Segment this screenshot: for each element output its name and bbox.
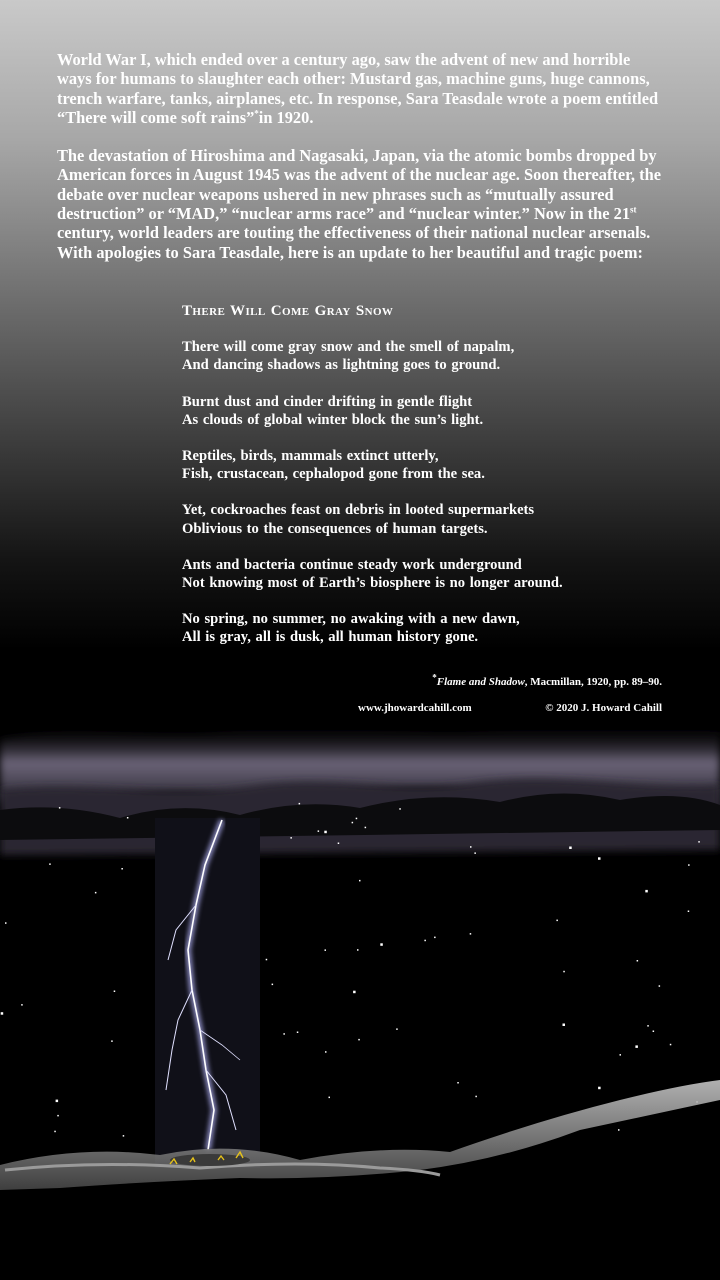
star [399, 808, 401, 810]
star [21, 1004, 23, 1006]
star [380, 943, 383, 946]
star [266, 959, 268, 961]
star [618, 1129, 620, 1131]
lightning-panel [155, 818, 260, 1168]
poem-line: All is gray, all is dusk, all human history gone. [182, 629, 479, 646]
star [283, 1033, 285, 1035]
star [356, 818, 358, 820]
star [95, 892, 97, 894]
star [325, 1051, 327, 1053]
star [688, 864, 690, 866]
poem-line: As clouds of global winter block the sun’s light. [182, 411, 484, 428]
poem-stanza [182, 447, 682, 483]
star [49, 863, 51, 865]
star [670, 1044, 672, 1046]
poem-stanza [182, 556, 682, 592]
star [290, 837, 292, 839]
poem-stanza [182, 610, 682, 646]
star [57, 1115, 59, 1117]
star [114, 991, 116, 993]
star [637, 960, 639, 962]
poem-line: Fish, crustacean, cephalopod gone from the sea. [182, 466, 485, 483]
star [474, 852, 476, 854]
poem-line: Yet, cockroaches feast on debris in looted supermarkets [182, 502, 535, 519]
intro-paragraph-1-end: in 1920. [258, 107, 314, 127]
poem-line: Reptiles, birds, mammals extinct utterly, [182, 448, 439, 465]
copyright-notice: © 2020 J. Howard Cahill [545, 702, 662, 714]
poem-line: Not knowing most of Earth’s biosphere is no longer around. [182, 575, 563, 592]
poem-line: Ants and bacteria continue steady work underground [182, 556, 522, 573]
star [358, 1039, 360, 1041]
intro-paragraph-2-end: century, world leaders are touting the effectiveness of their national nuclear arsenals. With apologies to Sara Teasdale, here is an update to her beautiful and tragic poem: [57, 223, 651, 262]
star [111, 1040, 113, 1042]
intro-text [57, 50, 667, 281]
poem-stanzas [182, 338, 682, 646]
footnote-citation: , Macmillan, 1920, pp. 89–90. [524, 676, 662, 688]
star [59, 807, 61, 809]
poem-line: No spring, no summer, no awaking with a new dawn, [182, 611, 520, 628]
poem-stanza [182, 393, 682, 429]
footnote-marker-ref: * [432, 672, 437, 683]
star [299, 803, 301, 805]
star [598, 1087, 601, 1090]
star [121, 868, 123, 870]
star [470, 846, 472, 848]
star [647, 1025, 649, 1027]
star [329, 1097, 331, 1099]
star [325, 949, 327, 951]
intro-paragraph-2-text: The devastation of Hiroshima and Nagasaki, Japan, via the atomic bombs dropped by American forces in August 1945 was the advent of the nuclear age. Soon thereafter, the debate over nuclear weapons ushered in new phrases such as “mutually assured destruction” or “MAD,” “nuclear arms race” and “nuclear winter.” Now in the 21 [57, 146, 661, 224]
star [475, 1096, 477, 1098]
star [1, 1012, 4, 1015]
star [297, 1032, 299, 1034]
star [563, 971, 565, 973]
star [470, 933, 472, 935]
star [569, 847, 572, 850]
star [5, 922, 7, 924]
intro-paragraph-2 [57, 146, 667, 262]
footnote [432, 672, 662, 688]
star [127, 817, 128, 819]
star [653, 1031, 655, 1033]
star [324, 831, 327, 834]
poem-line: And dancing shadows as lightning goes to ground. [182, 357, 501, 374]
star [318, 830, 320, 832]
storm-illustration [0, 690, 720, 1280]
star [698, 841, 700, 843]
star [352, 822, 354, 824]
star [396, 1028, 398, 1030]
star [56, 1100, 59, 1103]
poem-line: There will come gray snow and the smell of napalm, [182, 339, 515, 356]
storm-clouds [0, 723, 720, 855]
star [424, 940, 426, 942]
star [556, 920, 558, 922]
poem-line: Oblivious to the consequences of human targets. [182, 520, 488, 537]
intro-paragraph-1 [57, 50, 667, 127]
star [598, 857, 601, 860]
star [365, 827, 367, 829]
footnote-marker: * [254, 108, 259, 119]
star [353, 991, 356, 994]
footnote-book-title: Flame and Shadow [436, 676, 525, 688]
star [272, 984, 274, 986]
ground-smoke [0, 1080, 720, 1190]
star [338, 843, 340, 845]
poem-stanza [182, 501, 682, 537]
star [645, 890, 648, 893]
poem-line: Burnt dust and cinder drifting in gentle flight [182, 393, 473, 410]
star [357, 949, 359, 951]
star [434, 937, 436, 939]
star [688, 911, 690, 913]
star [659, 985, 661, 987]
star [635, 1045, 638, 1048]
poem [182, 302, 682, 665]
star [620, 1054, 622, 1056]
star [54, 1131, 56, 1133]
star [123, 1135, 125, 1137]
intro-paragraph-1-text: World War I, which ended over a century ago, saw the advent of new and horrible ways for humans to slaughter each other: Mustard gas, machine guns, huge cannons, trench warfare, tanks, airplanes, etc. In response, Sara Teasdale wrote a poem entitled “There will come soft rains” [57, 50, 659, 127]
star [359, 880, 361, 882]
star [457, 1082, 459, 1084]
poem-stanza [182, 338, 682, 374]
poem-title: There Will Come Gray Snow [182, 303, 394, 319]
star [563, 1024, 566, 1027]
ordinal-suffix: st [630, 204, 637, 215]
website-link[interactable]: www.jhowardcahill.com [358, 702, 472, 714]
